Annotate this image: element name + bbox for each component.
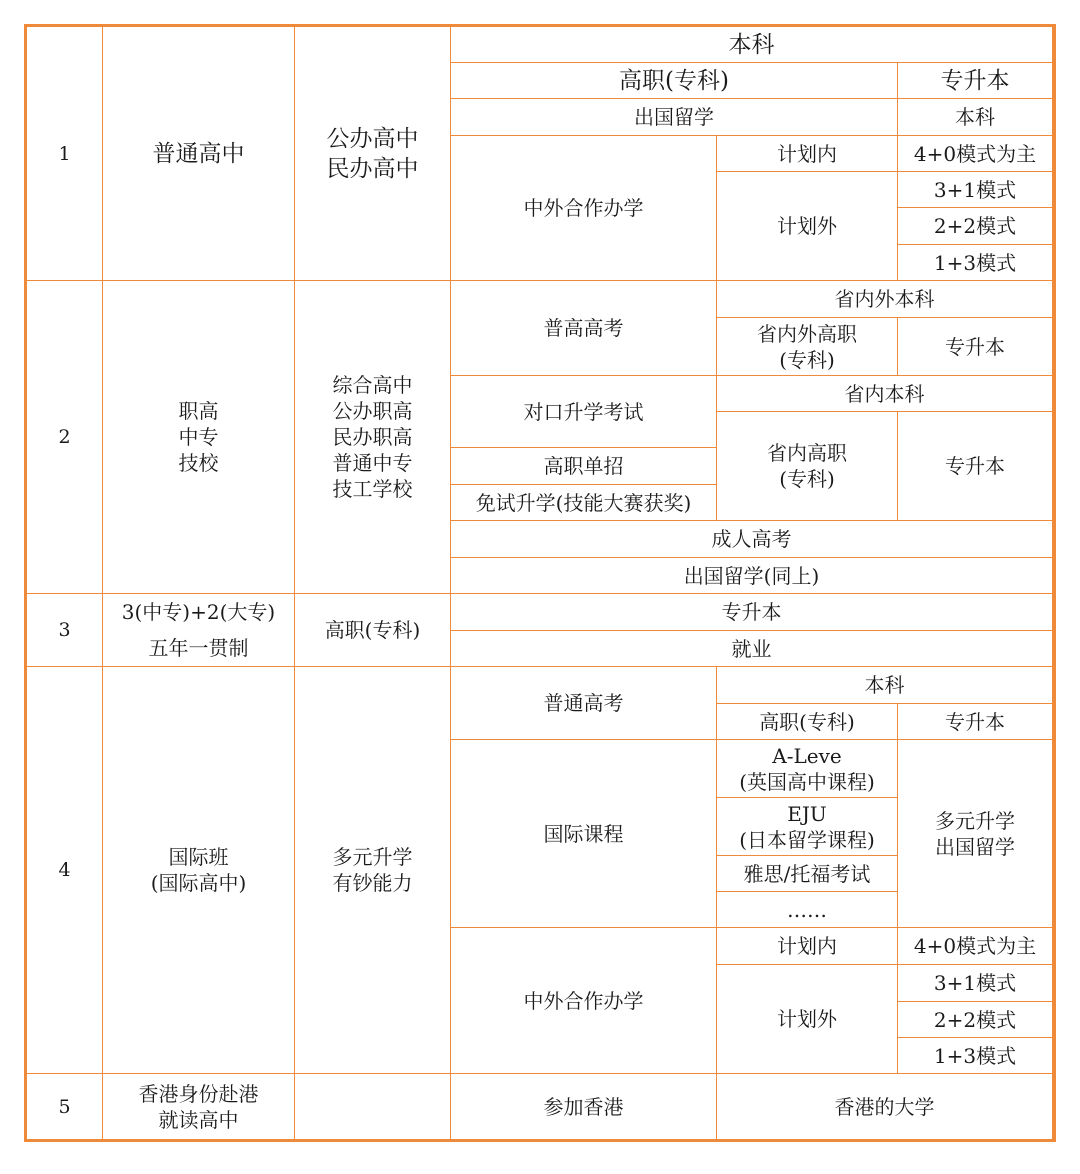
row4-number: 4	[26, 666, 103, 1074]
row5-hk-university: 香港的大学	[716, 1073, 1053, 1140]
row4-mode-1-3: 1+3模式	[897, 1037, 1053, 1074]
row4-mode-2-2: 2+2模式	[897, 1001, 1053, 1038]
row1-gaozhi: 高职(专科)	[450, 62, 898, 99]
row4-school-kinds: 多元升学 有钞能力	[294, 666, 451, 1074]
row4-gaozhi: 高职(专科)	[716, 703, 898, 740]
row1-school-kinds: 公办高中 民办高中	[294, 26, 451, 281]
row4-a-level: A-Leve (英国高中课程)	[716, 739, 898, 798]
row1-plan-out: 计划外	[716, 171, 898, 281]
row3-employment: 就业	[450, 630, 1053, 667]
row1-plan-in: 计划内	[716, 135, 898, 172]
row2-adult-exam: 成人高考	[450, 520, 1053, 558]
row4-mode-3-1: 3+1模式	[897, 964, 1053, 1002]
row2-school-type: 职高 中专 技校	[102, 280, 295, 594]
row1-school-type: 普通高中	[102, 26, 295, 281]
row4-eju: EJU (日本留学课程)	[716, 797, 898, 856]
row3-school-type: 3(中专)+2(大专) 五年一贯制	[102, 593, 295, 667]
row2-study-abroad: 出国留学(同上)	[450, 557, 1053, 594]
row1-mode-4-0: 4+0模式为主	[897, 135, 1053, 172]
row4-intl-curriculum: 国际课程	[450, 739, 717, 928]
row4-joint-program: 中外合作办学	[450, 927, 717, 1074]
row4-gaokao: 普通高考	[450, 666, 717, 740]
row3-school-kinds: 高职(专科)	[294, 593, 451, 667]
row3-number: 3	[26, 593, 103, 667]
row2-exam-exempt: 免试升学(技能大赛获奖)	[450, 484, 717, 521]
row2-danzhao: 高职单招	[450, 447, 717, 485]
row1-study-abroad: 出国留学	[450, 98, 898, 136]
row1-mode-1-3: 1+3模式	[897, 244, 1053, 281]
row1-mode-2-2: 2+2模式	[897, 207, 1053, 245]
row2-zhuanshengben-2: 专升本	[897, 411, 1053, 521]
row4-multi-path: 多元升学 出国留学	[897, 739, 1053, 928]
row3-zhuanshengben: 专升本	[450, 593, 1053, 631]
row2-number: 2	[26, 280, 103, 594]
row2-province-undergrad: 省内外本科	[716, 280, 1053, 318]
row4-school-type: 国际班 (国际高中)	[102, 666, 295, 1074]
row5-number: 5	[26, 1073, 103, 1140]
row4-plan-in: 计划内	[716, 927, 898, 965]
row1-zhuanshengben: 专升本	[897, 62, 1053, 99]
row2-in-province-undergrad: 省内本科	[716, 375, 1053, 412]
row2-gaokao: 普高高考	[450, 280, 717, 376]
row4-ellipsis: ……	[716, 891, 898, 928]
row1-mode-3-1: 3+1模式	[897, 171, 1053, 208]
row1-abroad-undergrad: 本科	[897, 98, 1053, 136]
row4-zhuanshengben: 专升本	[897, 703, 1053, 740]
row2-zhuanshengben-1: 专升本	[897, 317, 1053, 376]
row4-plan-out: 计划外	[716, 964, 898, 1074]
row1-number: 1	[26, 26, 103, 281]
row5-school-type: 香港身份赴港 就读高中	[102, 1073, 295, 1140]
row4-ielts-toefl: 雅思/托福考试	[716, 855, 898, 892]
row4-undergrad: 本科	[716, 666, 1053, 704]
row5-school-kinds	[294, 1073, 451, 1140]
row1-undergrad: 本科	[450, 26, 1053, 63]
row2-in-province-gaozhi: 省内高职 (专科)	[716, 411, 898, 521]
row2-province-gaozhi: 省内外高职 (专科)	[716, 317, 898, 376]
row2-school-kinds: 综合高中 公办职高 民办职高 普通中专 技工学校	[294, 280, 451, 594]
row5-hk-exam: 参加香港	[450, 1073, 717, 1140]
row2-duikou-exam: 对口升学考试	[450, 375, 717, 448]
row4-mode-4-0: 4+0模式为主	[897, 927, 1053, 965]
row1-joint-program: 中外合作办学	[450, 135, 717, 281]
